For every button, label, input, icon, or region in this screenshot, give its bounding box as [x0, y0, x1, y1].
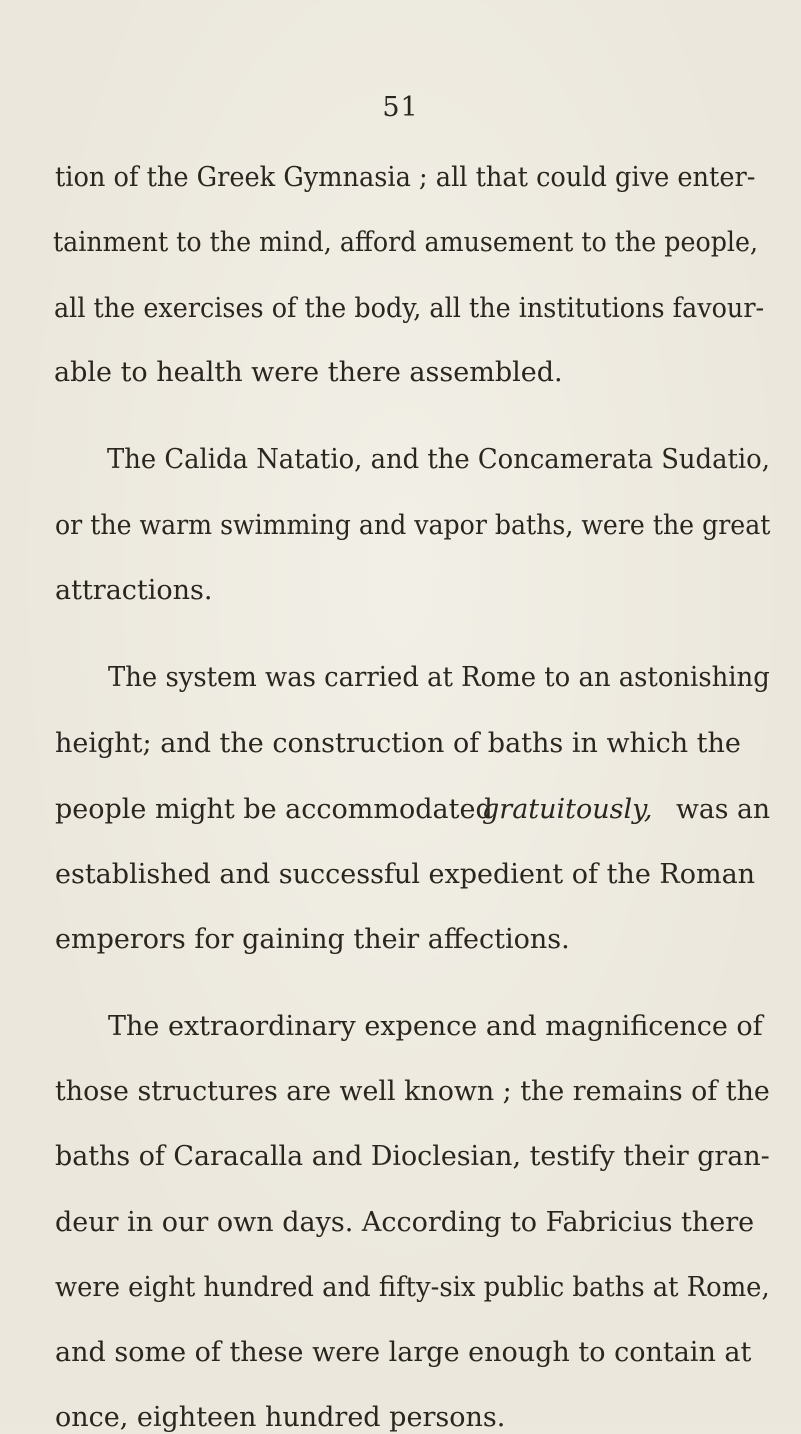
text-line: The system was carried at Rome to an astonishing: [108, 662, 770, 693]
text-line: The extraordinary expence and magnificence of: [108, 1011, 763, 1042]
text-line: were eight hundred and fifty-six public baths at Rome,: [55, 1272, 770, 1303]
text-line: or the warm swimming and vapor baths, were the great: [55, 510, 771, 541]
text-line: once, eighteen hundred persons.: [55, 1402, 506, 1433]
text-line: established and successful expedient of the Roman: [55, 859, 756, 890]
text-line: deur in our own days. According to Fabricius there: [55, 1207, 755, 1238]
page-number: 51: [382, 92, 419, 123]
text-line: and some of these were large enough to contain at: [55, 1337, 752, 1368]
text-line: height; and the construction of baths in which the: [55, 728, 741, 759]
text-line: emperors for gaining their affections.: [55, 924, 570, 955]
text-line: attractions.: [55, 575, 213, 606]
text-line: tainment to the mind, afford amusement to the people,: [53, 227, 759, 258]
text-line: tion of the Greek Gymnasia ; all that could give enter-: [55, 162, 756, 193]
text-line: all the exercises of the body, all the institutions favour-: [54, 293, 765, 324]
text-line: able to health were there assembled.: [54, 357, 563, 388]
text-line: was an: [676, 794, 771, 825]
italic-word: gratuitously,: [482, 794, 653, 825]
text-line: people might be accommodated: [55, 794, 493, 825]
text-line: baths of Caracalla and Dioclesian, testify their gran-: [55, 1141, 770, 1172]
text-line: those structures are well known ; the remains of the: [55, 1076, 770, 1107]
text-line: The Calida Natatio, and the Concamerata Sudatio,: [107, 444, 770, 475]
